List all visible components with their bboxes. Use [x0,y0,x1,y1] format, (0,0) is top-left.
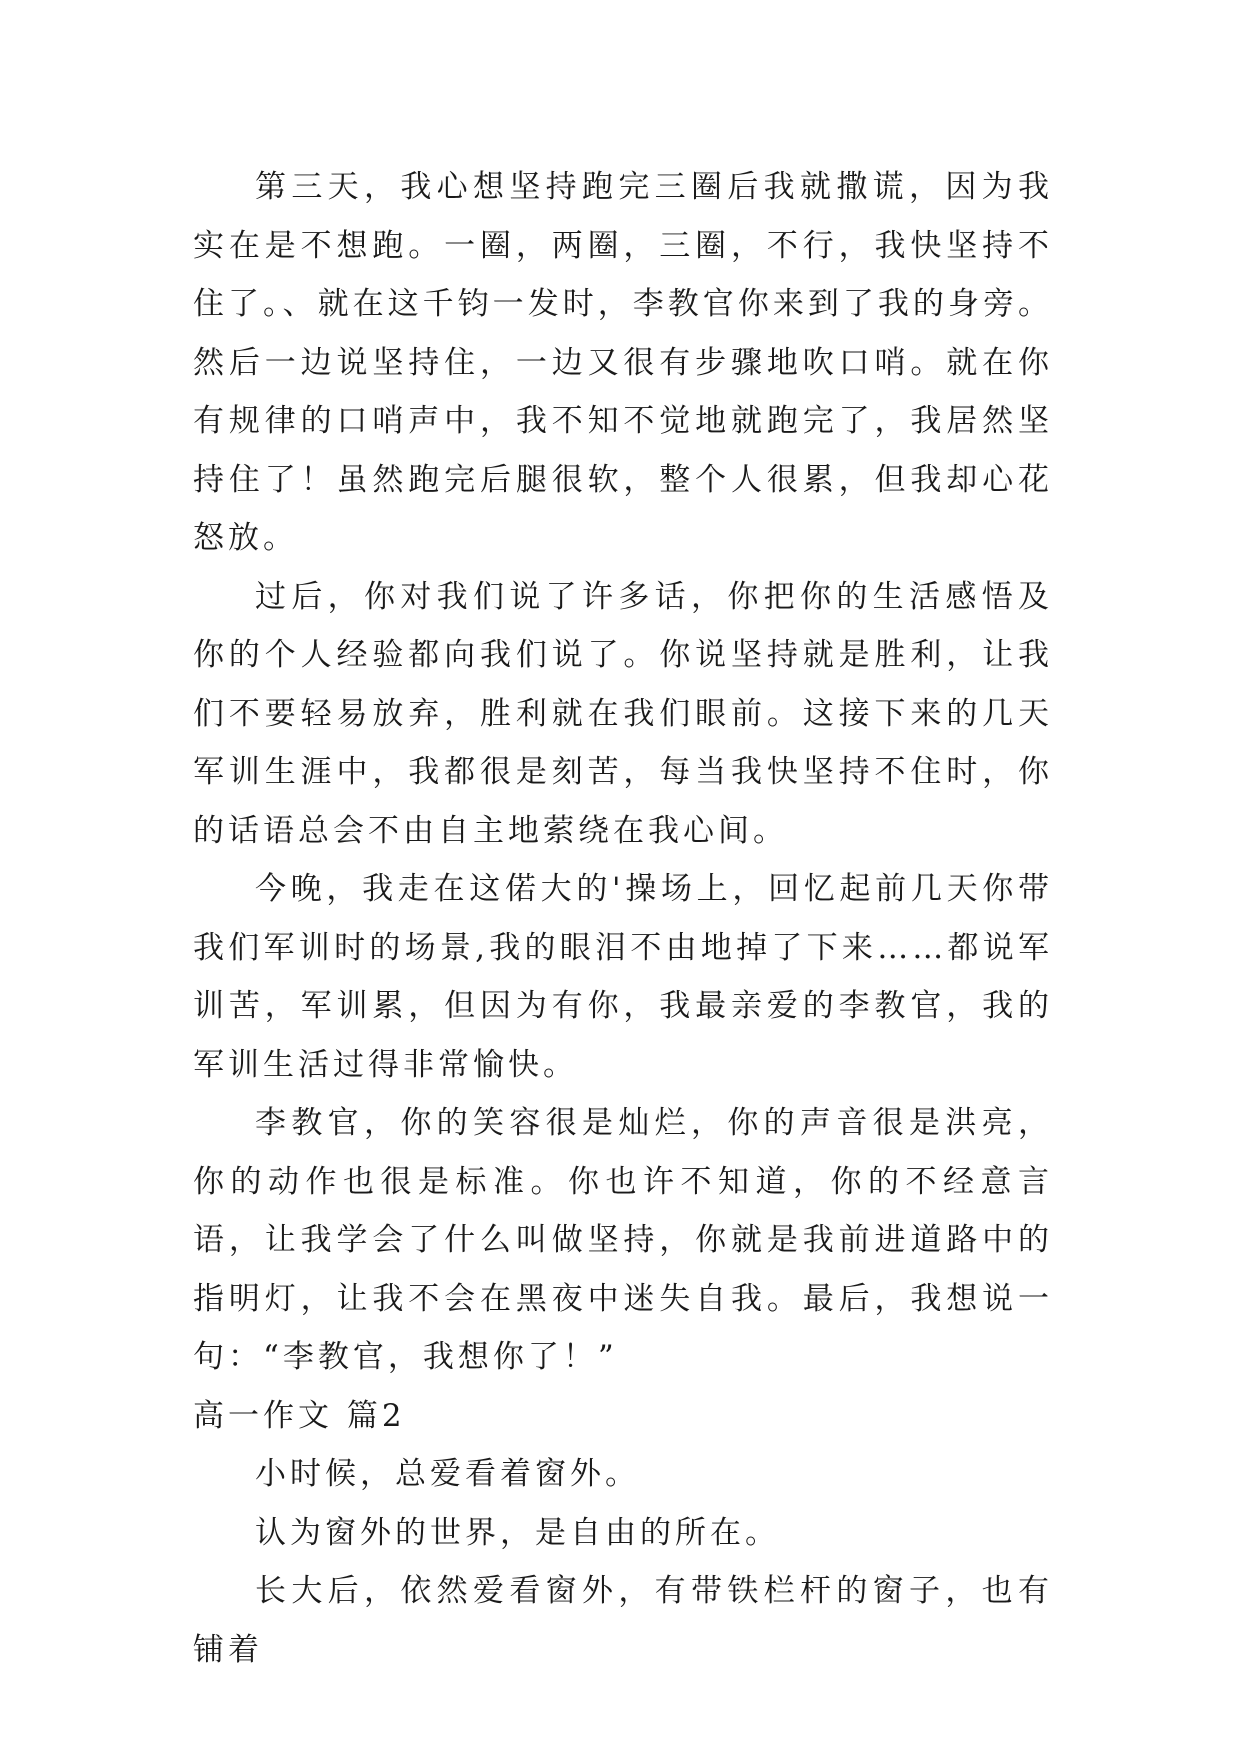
paragraph-tonight: 今晚，我走在这偌大的'操场上，回忆起前几天你带我们军训时的场景,我的眼泪不由地掉了下来……都说军训苦，军训累，但因为有你，我最亲爱的李教官，我的军训生活过得非常愉快。 [193,871,1053,1083]
paragraph-grown-up: 长大后，依然爱看窗外，有带铁栏杆的窗子，也有铺着 [193,1573,1053,1668]
paragraph-instructor-li: 李教官，你的笑容很是灿烂，你的声音很是洪亮，你的动作也很是标准。你也许不知道，你的不经意言语，让我学会了什么叫做坚持，你就是我前进道路中的指明灯，让我不会在黑夜中迷失自我。最后，我想说一句：“李教官，我想你了！” [193,1105,1053,1375]
paragraph-afterwards: 过后，你对我们说了许多话，你把你的生活感悟及你的个人经验都向我们说了。你说坚持就是胜利，让我们不要轻易放弃，胜利就在我们眼前。这接下来的几天军训生涯中，我都很是刻苦，每当我快坚持不住时，你的话语总会不由自主地萦绕在我心间。 [193,578,1053,849]
paragraph-outside-world: 认为窗外的世界，是自由的所在。 [255,1514,780,1551]
paragraph-childhood: 小时候，总爱看着窗外。 [255,1456,640,1492]
section-heading: 高一作文 篇2 [193,1397,406,1434]
paragraph-third-day: 第三天，我心想坚持跑完三圈后我就撒谎，因为我实在是不想跑。一圈，两圈，三圈，不行，我快坚持不住了。、就在这千钧一发时，李教官你来到了我的身旁。然后一边说坚持住，一边又很有步骤地吹口哨。就在你有规律的口哨声中，我不知不觉地就跑完了，我居然坚持住了！虽然跑完后腿很软，整个人很累，但我却心花怒放。 [193,169,1053,556]
document-body [193,158,1053,1679]
